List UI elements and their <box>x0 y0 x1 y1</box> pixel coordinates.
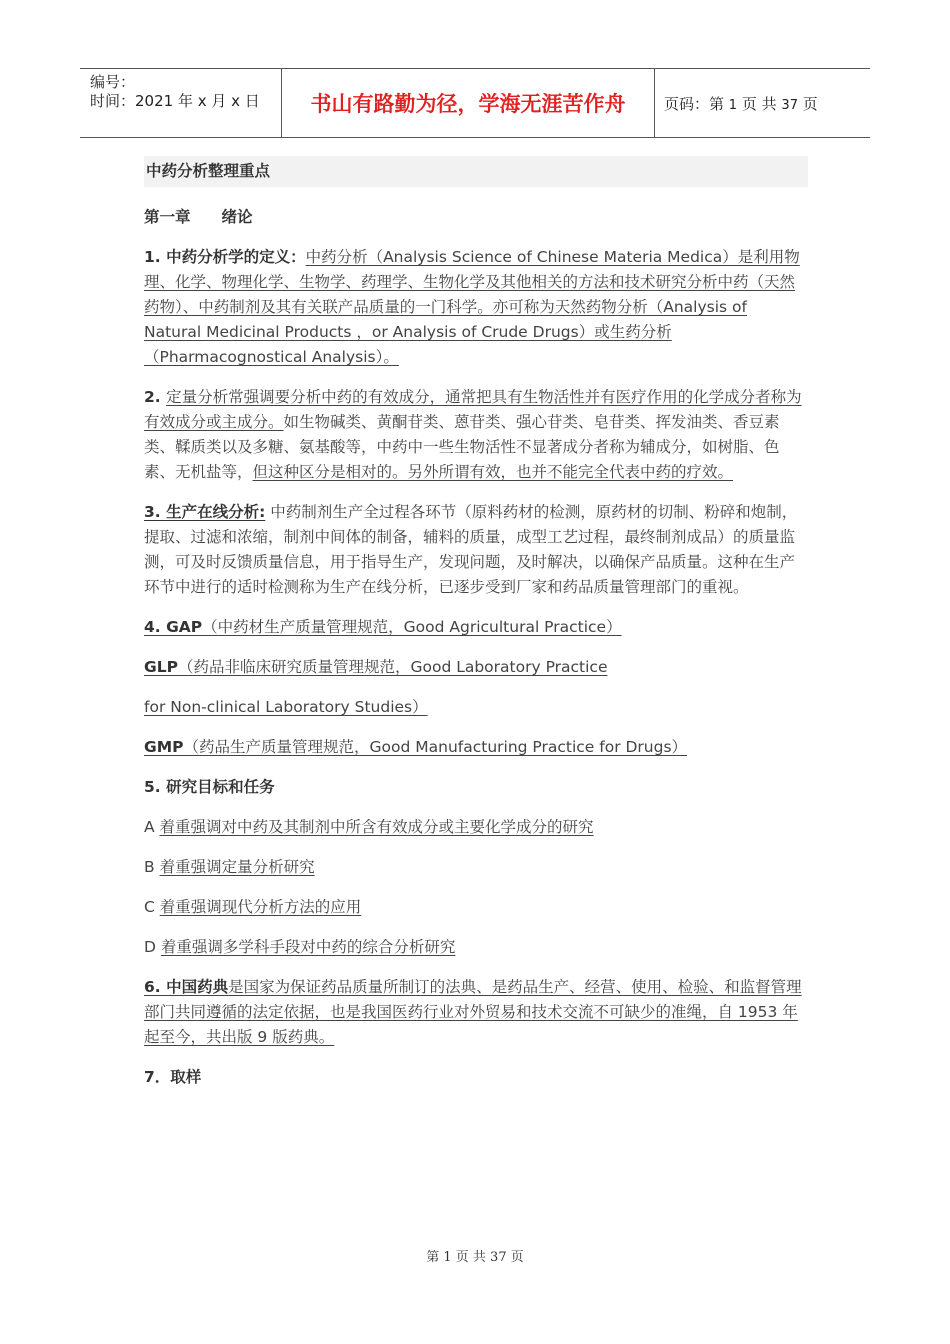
header-divider <box>654 69 655 137</box>
pharmacopoeia-label: 6. 中国药典 <box>144 978 229 996</box>
sampling-heading: 7．取样 <box>144 1068 202 1086</box>
page-header <box>80 68 870 138</box>
doc-title: 中药分析整理重点 <box>144 156 808 187</box>
goal-letter: B <box>144 858 160 876</box>
glp-text: （药品非临床研究质量管理规范，Good Laboratory Practice <box>177 658 608 676</box>
goal-letter: C <box>144 898 160 916</box>
goal-item <box>144 935 808 960</box>
definition-text: 中药分析（Analysis Science of Chinese Materia Medica）是利用物理、化学、物理化学、生物学、药理学、生物化学及其他相关的方法和技术研究分析中药（天然药物）、中药制剂及其有关联产品质量的一门科学。亦可称为天然药物分析（Analysis of Natural Medicinal Products ，or Analysis of Crude Drugs）或生药分析（Pharmacognostical Analysis）。 <box>144 248 800 366</box>
goal-text: 着重强调对中药及其制剂中所含有效成分或主要化学成分的研究 <box>159 818 594 836</box>
paragraph-gmp <box>144 735 808 760</box>
date-label: 时间：2021 年 x 月 x 日 <box>90 92 260 110</box>
paragraph-online-analysis <box>144 500 808 600</box>
goal-item <box>144 895 808 920</box>
page-number: 1 <box>728 98 738 113</box>
page-end: 页 <box>802 95 818 113</box>
page-footer: 第 1 页 共 37 页 <box>426 1250 524 1265</box>
header-motto: 书山有路勤为径，学海无涯苦作舟 <box>310 91 626 116</box>
definition-label: 1. 中药分析学的定义： <box>144 248 306 266</box>
page-total: 37 <box>781 98 798 113</box>
header-page-info <box>664 93 818 114</box>
chapter-heading: 第一章 绪论 <box>144 208 253 226</box>
goal-text: 着重强调多学科手段对中药的综合分析研究 <box>160 938 456 956</box>
page-label: 页码：第 <box>664 95 725 113</box>
paragraph-glp-cont: for Non-clinical Laboratory Studies） <box>144 698 428 716</box>
item-number: 2. <box>144 388 167 406</box>
glp-label: GLP <box>144 658 178 676</box>
goal-text: 着重强调定量分析研究 <box>159 858 315 876</box>
paragraph-pharmacopoeia <box>144 975 808 1050</box>
gap-text: （中药材生产质量管理规范，Good Agricultural Practice） <box>202 618 622 636</box>
gmp-label: GMP <box>144 738 184 756</box>
quantitative-underlined-1: 定量分析常强调要分析中药的有效成分，通常把具有生物活性并有医疗作用的化学成分者称为有效成分或主成分。 <box>144 388 802 431</box>
gmp-text: （药品生产质量管理规范，Good Manufacturing Practice for Drugs） <box>183 738 688 756</box>
online-analysis-label: 3. 生产在线分析: <box>144 503 266 521</box>
goal-letter: D <box>144 938 161 956</box>
goal-item <box>144 855 808 880</box>
paragraph-gap <box>144 615 808 640</box>
quantitative-underlined-2: 但这种区分是相对的。另外所谓有效，也并不能完全代表中药的疗效。 <box>252 463 734 481</box>
pharmacopoeia-text: 是国家为保证药品质量所制订的法典、是药品生产、经营、使用、检验、和监督管理部门共同遵循的法定依据，也是我国医药行业对外贸易和技术交流不可缺少的准绳，自 1953 年起至今，共出版 9 版药典。 <box>144 978 802 1046</box>
online-analysis-text: 中药制剂生产全过程各环节（原料药材的检测，原药材的切制、粉碎和炮制，提取、过滤和浓缩，制剂中间体的制备，辅料的质量，成型工艺过程，最终制剂成品）的质量监测，可及时反馈质量信息，用于指导生产，发现问题，及时解决，以确保产品质量。这种在生产环节中进行的适时检测称为生产在线分析，已逐步受到厂家和药品质量管理部门的重视。 <box>144 503 798 596</box>
gap-label: 4. GAP <box>144 618 203 636</box>
goal-item <box>144 815 808 840</box>
header-meta <box>90 73 260 111</box>
serial-label: 编号： <box>90 73 136 91</box>
paragraph-quantitative <box>144 385 808 485</box>
goal-letter: A <box>144 818 160 836</box>
paragraph-glp <box>144 655 808 680</box>
document-body <box>144 156 808 1105</box>
page-mid: 页 共 <box>741 95 777 113</box>
paragraph-definition <box>144 245 808 370</box>
goal-text: 着重强调现代分析方法的应用 <box>159 898 362 916</box>
quantitative-text: 如生物碱类、黄酮苷类、蒽苷类、强心苷类、皂苷类、挥发油类、香豆素类、鞣质类以及多糖、氨基酸等，中药中一些生物活性不显著成分者称为辅成分，如树脂、色素、无机盐等， <box>144 413 780 481</box>
goals-heading: 5. 研究目标和任务 <box>144 778 275 796</box>
